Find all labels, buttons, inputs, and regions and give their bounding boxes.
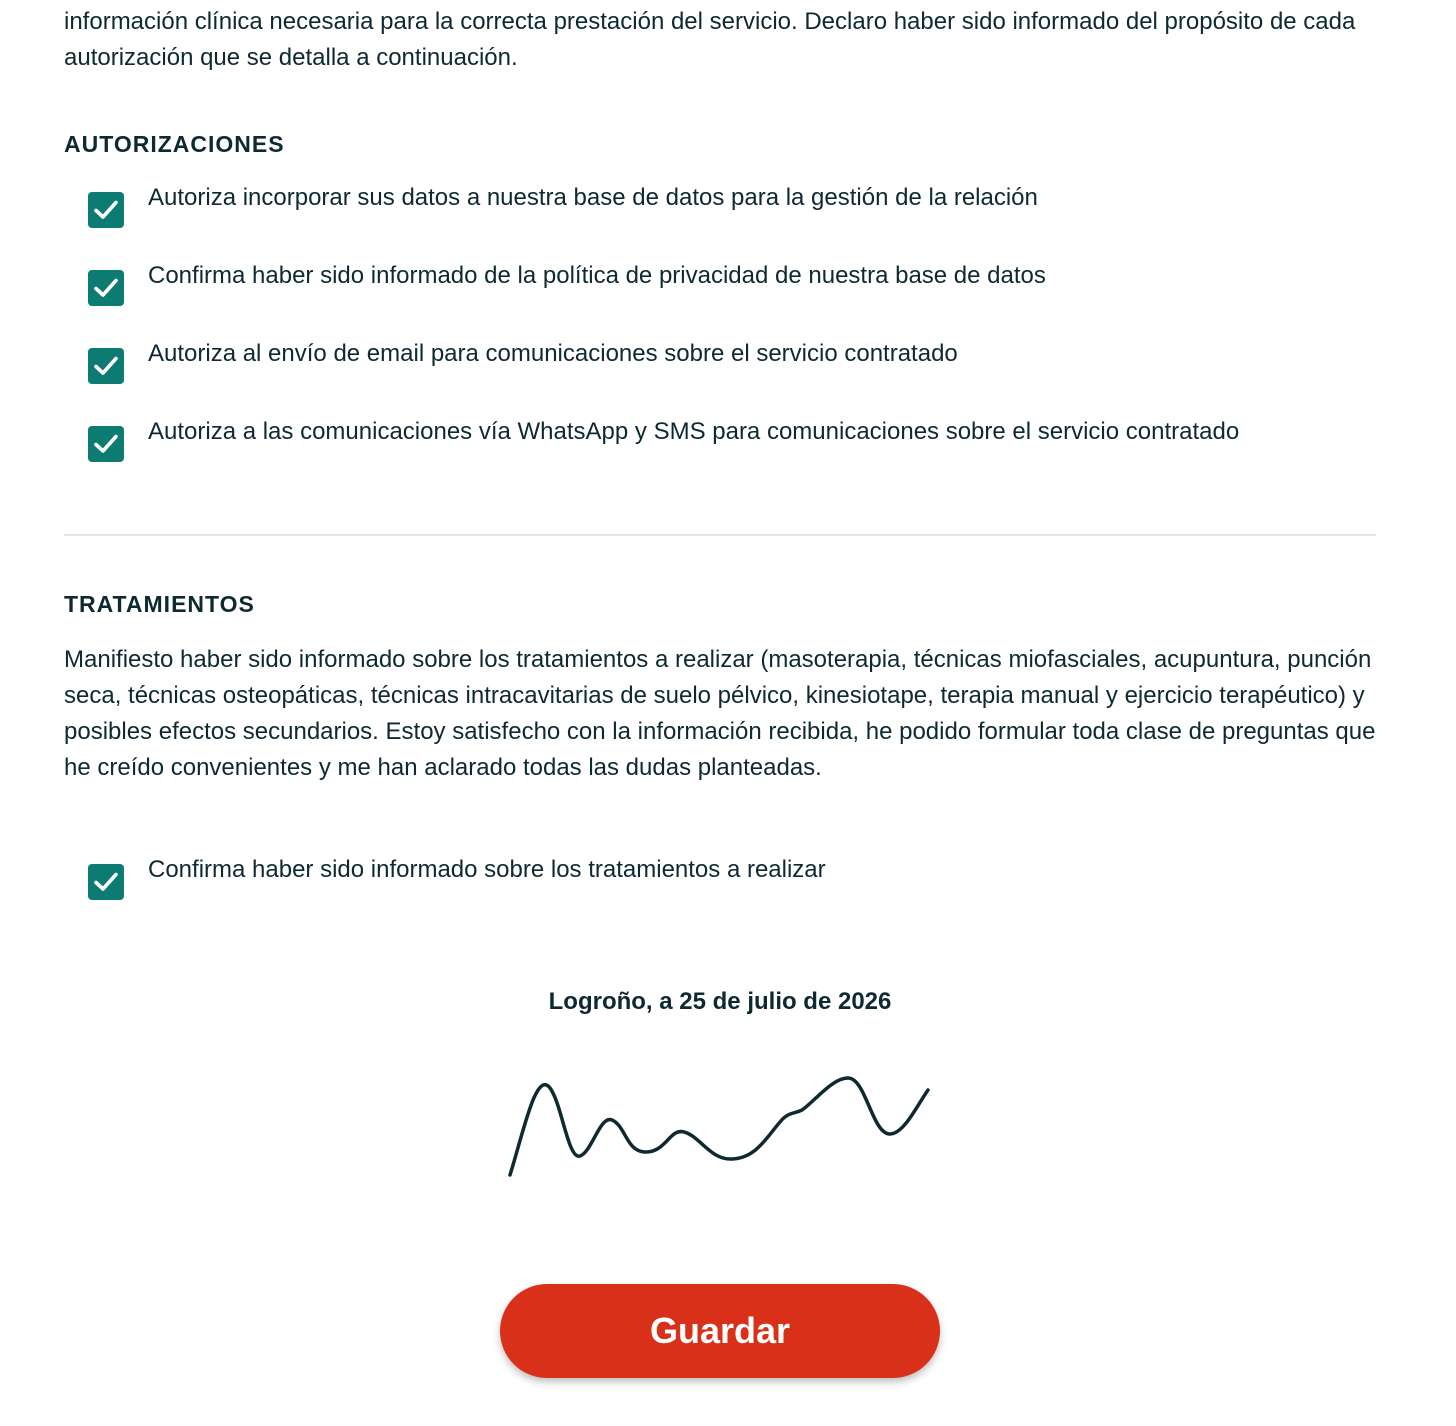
treatments-title: TRATAMIENTOS [64, 591, 255, 617]
authorizations-title: AUTORIZACIONES [64, 131, 285, 157]
treatments-confirm-label: Confirma haber sido informado sobre los tratamientos a realizar [148, 856, 826, 883]
section-divider [64, 534, 1376, 536]
check-icon[interactable] [88, 192, 124, 228]
check-icon[interactable] [88, 864, 124, 900]
save-button[interactable]: Guardar [500, 1284, 940, 1378]
check-icon[interactable] [88, 426, 124, 462]
authorization-label: Autoriza al envío de email para comunicaciones sobre el servicio contratado [148, 340, 958, 367]
signature-drawing [504, 1060, 944, 1190]
check-icon[interactable] [88, 270, 124, 306]
treatments-confirm-checkbox[interactable] [88, 854, 826, 900]
authorization-label: Confirma haber sido informado de la política de privacidad de nuestra base de datos [148, 262, 1046, 289]
authorization-label: Autoriza a las comunicaciones vía WhatsApp y SMS para comunicaciones sobre el servicio contratado [148, 418, 1240, 445]
intro-text: información clínica necesaria para la correcta prestación del servicio. Declaro haber sido informado del propósito de cada autorización que se detalla a continuación. [64, 8, 1356, 71]
authorization-label: Autoriza incorporar sus datos a nuestra base de datos para la gestión de la relación [148, 184, 1038, 211]
date-line: Logroño, a 25 de julio de 2026 [548, 988, 892, 1015]
treatments-text: Manifiesto haber sido informado sobre los tratamientos a realizar (masoterapia, técnicas miofasciales, acupuntura, punción seca, técnicas osteopáticas, técnicas intracavitarias de suelo pélvico, kinesiotape, terapia manual y ejercicio terapéutico) y posibles efectos secundarios. Estoy satisfecho con la información recibida, he podido formular toda clase de preguntas que he creído convenientes y me han aclarado todas las dudas planteadas. [64, 646, 1376, 781]
authorization-checkbox-whatsapp-sms[interactable] [88, 416, 1239, 462]
check-icon[interactable] [88, 348, 124, 384]
authorization-checkbox-data-incorporation[interactable] [88, 182, 1038, 228]
authorization-checkbox-email[interactable] [88, 338, 958, 384]
authorization-checkbox-privacy-policy[interactable] [88, 260, 1046, 306]
